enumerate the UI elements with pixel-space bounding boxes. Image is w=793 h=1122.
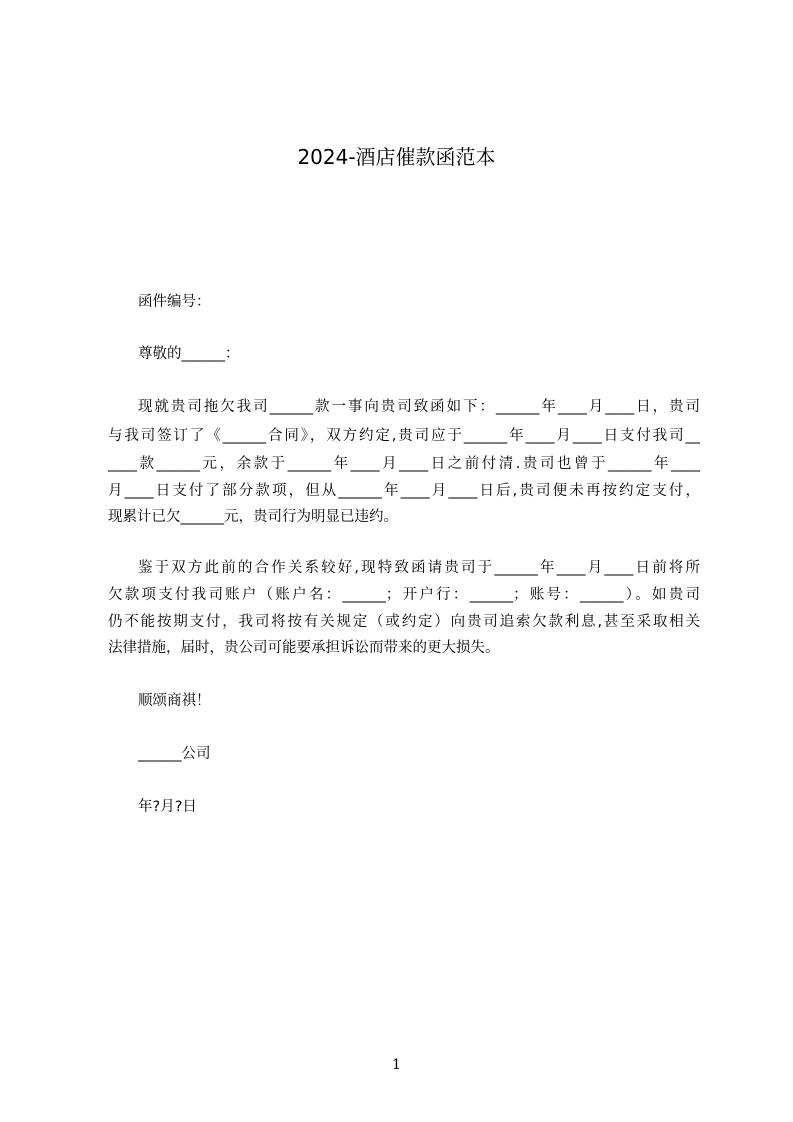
paragraph-1-line-5: 现累计已欠______元，贵司行为明显已违约。 <box>108 509 398 525</box>
document-title: 2024-酒店催款函范本 <box>297 145 496 169</box>
signature-company: ______公司 <box>138 746 211 762</box>
letter-number-label: 函件编号： <box>138 294 211 310</box>
salutation: 尊敬的______： <box>138 346 240 362</box>
page-number: 1 <box>392 1057 401 1073</box>
paragraph-1-line-1: 现就贵司拖欠我司______款一事向贵司致函如下：______年____月____日，贵司 <box>138 399 700 415</box>
closing-greeting: 顺颂商祺！ <box>138 693 211 709</box>
paragraph-1-line-2: 与我司签订了《______合同》，双方约定,贵司应于______年____月____日支付我司__ <box>108 428 700 444</box>
date-line: 年?月?日 <box>138 799 197 815</box>
paragraph-2-line-3: 仍不能按期支付，我司将按有关规定（或约定）向贵司追索欠款利息,甚至采取相关 <box>108 614 700 630</box>
paragraph-2-line-2: 欠款项支付我司账户（账户名：______；开户行：______；账号：______）。如贵司 <box>108 587 700 603</box>
paragraph-1-line-3: ____款______元，余款于______年____月____日之前付清.贵司也曾于______年____ <box>108 456 700 472</box>
paragraph-2-line-1: 鉴于双方此前的合作关系较好,现特致函请贵司于______年____月____日前将所 <box>138 560 700 576</box>
paragraph-1-line-4: 月____日支付了部分款项，但从______年____月____日后,贵司便未再按约定支付， <box>108 483 700 499</box>
paragraph-2-line-4: 法律措施，届时，贵公司可能要承担诉讼而带来的更大损失。 <box>108 640 500 656</box>
